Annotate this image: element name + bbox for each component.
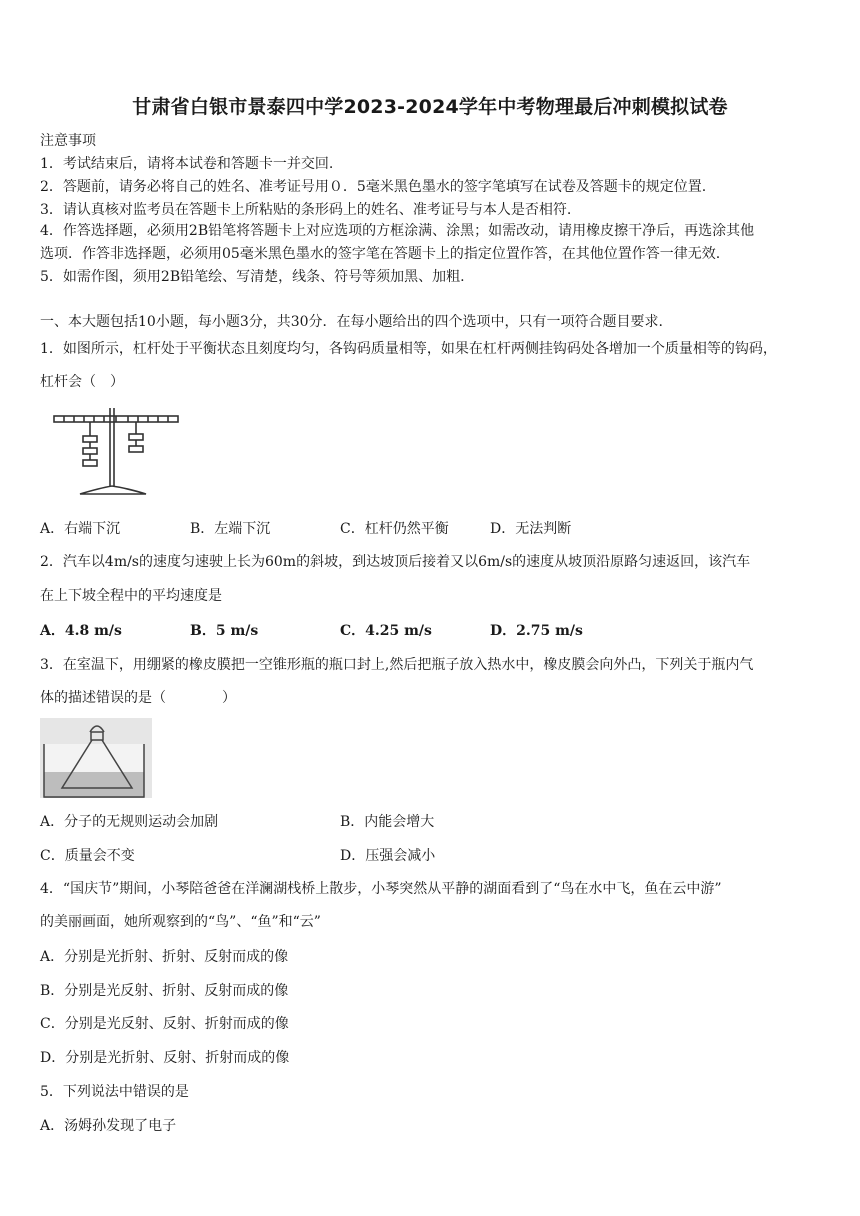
q4-option-b: B．分别是光反射、折射、反射而成的像 bbox=[40, 983, 289, 999]
q2-option-a: A．4.8 m/s bbox=[40, 623, 122, 639]
notice-item: 2．答题前，请务必将自己的姓名、准考证号用０．5毫米黑色墨水的签字笔填写在试卷及答题卡的规定位置. bbox=[40, 179, 707, 195]
page-title: 甘肃省白银市景泰四中学2023-2024学年中考物理最后冲刺模拟试卷 bbox=[132, 96, 728, 118]
q5-option-a: A．汤姆孙发现了电子 bbox=[40, 1118, 177, 1134]
q1-option-c: C．杠杆仍然平衡 bbox=[340, 521, 449, 537]
notice-item: 5．如需作图，须用2B铅笔绘、写清楚，线条、符号等须加黑、加粗. bbox=[40, 269, 465, 285]
notice-item: 3．请认真核对监考员在答题卡上所粘贴的条形码上的姓名、准考证号与本人是否相符. bbox=[40, 202, 572, 218]
q1-option-a: A．右端下沉 bbox=[40, 521, 121, 537]
question-3-text: 3．在室温下，用绷紧的橡皮膜把一空锥形瓶的瓶口封上,然后把瓶子放入热水中，橡皮膜会向外凸，下列关于瓶内气 bbox=[40, 657, 754, 673]
question-1-text: 1．如图所示，杠杆处于平衡状态且刻度均匀，各钩码质量相等，如果在杠杆两侧挂钩码处各增加一个质量相等的钩码， bbox=[40, 341, 777, 357]
q4-option-c: C．分别是光反射、反射、折射而成的像 bbox=[40, 1016, 289, 1032]
question-4-text: 4．“国庆节”期间，小琴陪爸爸在洋澜湖栈桥上散步，小琴突然从平静的湖面看到了“鸟在水中飞，鱼在云中游” bbox=[40, 881, 722, 897]
q2-option-c: C．4.25 m/s bbox=[340, 623, 432, 639]
section-heading: 一、本大题包括10小题，每小题3分，共30分．在每小题给出的四个选项中，只有一项符合题目要求. bbox=[40, 314, 663, 330]
q3-option-d: D．压强会减小 bbox=[340, 848, 436, 864]
q4-option-d: D．分别是光折射、反射、折射而成的像 bbox=[40, 1050, 290, 1066]
notice-item: 选项．作答非选择题，必须用05毫米黑色墨水的签字笔在答题卡上的指定位置作答，在其他位置作答一律无效. bbox=[40, 246, 721, 262]
question-2-text-cont: 在上下坡全程中的平均速度是 bbox=[40, 588, 222, 604]
q3-option-b: B．内能会增大 bbox=[340, 814, 435, 830]
q2-option-d: D．2.75 m/s bbox=[490, 623, 583, 639]
notice-item: 4．作答选择题，必须用2B铅笔将答题卡上对应选项的方框涂满、涂黑；如需改动，请用橡皮擦干净后，再选涂其他 bbox=[40, 223, 755, 239]
question-1-text-cont: 杠杆会（ ） bbox=[40, 374, 124, 390]
q1-option-d: D．无法判断 bbox=[490, 521, 572, 537]
q2-option-b: B．5 m/s bbox=[190, 623, 259, 639]
flask-in-water-figure bbox=[40, 718, 152, 798]
q1-option-b: B．左端下沉 bbox=[190, 521, 271, 537]
q4-option-a: A．分别是光折射、折射、反射而成的像 bbox=[40, 949, 289, 965]
q3-option-c: C．质量会不变 bbox=[40, 848, 135, 864]
notice-heading: 注意事项 bbox=[40, 133, 96, 149]
question-4-text-cont: 的美丽画面，她所观察到的“鸟”、“鱼”和“云” bbox=[40, 914, 321, 930]
q3-option-a: A．分子的无规则运动会加剧 bbox=[40, 814, 219, 830]
question-5-text: 5．下列说法中错误的是 bbox=[40, 1084, 189, 1100]
question-3-text-cont: 体的描述错误的是（ ） bbox=[40, 690, 236, 706]
question-2-text: 2．汽车以4m/s的速度匀速驶上长为60m的斜坡，到达坡顶后接着又以6m/s的速度从坡顶沿原路匀速返回，该汽车 bbox=[40, 554, 751, 570]
lever-figure bbox=[40, 402, 190, 500]
notice-item: 1．考试结束后，请将本试卷和答题卡一并交回. bbox=[40, 156, 334, 172]
